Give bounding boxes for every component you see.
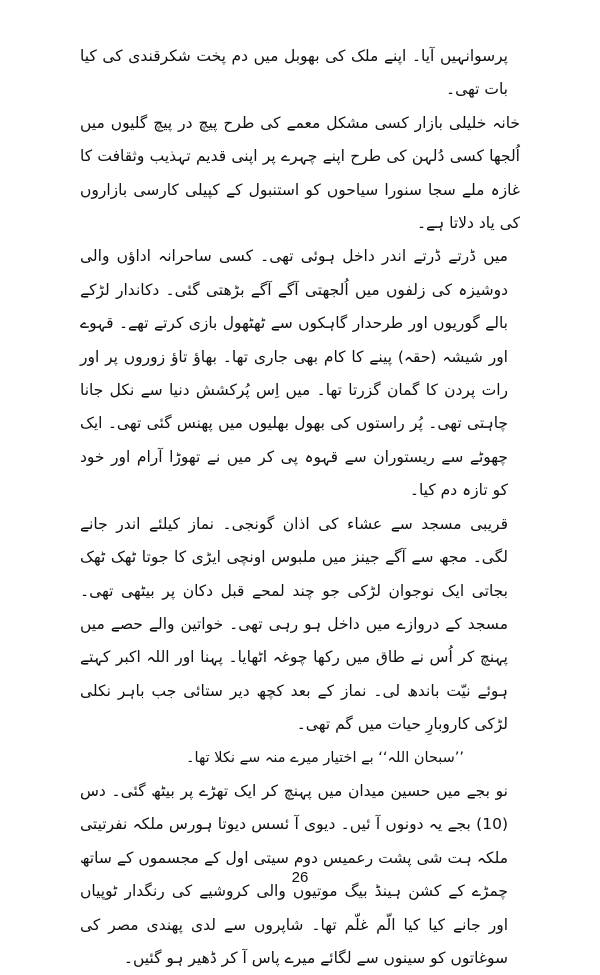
- page-number: 26: [291, 869, 309, 886]
- paragraph-4: قریبی مسجد سے عشاء کی اذان گونجی۔ نماز کیلئے اندر جانے لگی۔ مجھ سے آگے جینز میں ملبوس اونچی ایڑی کا جوتا ٹھک ٹھک بجاتی ایک نوجوان لڑکی جو چند لمحے قبل دکان پر بیٹھی تھی۔ مسجد کے دروازے میں داخل ہو رہی تھی۔ خواتین والے حصے میں پہنچ کر اُس نے طاق میں رکھا چوغہ اٹھایا۔ پہنا اور اللہ اکبر کہتے ہوئے نیّت باندھ لی۔ نماز کے بعد کچھ دیر ستائی جب باہر نکلی لڑکی کاروبارِ حیات میں گم تھی۔: [80, 514, 508, 734]
- paragraph-6: نو بجے میں حسین میدان میں پہنچ کر ایک تھڑے پر بیٹھ گئی۔ دس (10) بجے یہ دونوں آ ئیں۔ دیوی آ ئسس دیوتا ہورس ملکہ نفرتیتی ملکہ ہت شی پشت رعمیس دوم سیتی اول کے مجسموں کے ساتھ چمڑے کے کشن ہینڈ بیگ موتیوں والی کروشیے کی رنگدار ٹوپیاں اور جانے کیا کیا الّم غلّم تھا۔ شاپروں سے لدی پھندی مصر کی سوغاتوں کو سینوں سے لگائے میرے پاس آ کر ڈھیر ہو گئیں۔: [80, 781, 508, 967]
- paragraph-2: خانہ خلیلی بازار کسی مشکل معمے کی طرح پیچ در پیچ گلیوں میں اُلجھا کسی دُلہن کی طرح اپنے چہرے پر اپنی قدیم تہذیب وثقافت کا غازہ ملے سجا سنورا سیاحوں کو استنبول کے کپیلی کارسی بازاروں کی یاد دلاتا ہے۔: [80, 113, 520, 233]
- paragraph-1: پرسوانہیں آیا۔ اپنے ملک کی بھوبل میں دم پخت شکرقندی کی کیا بات تھی۔: [80, 47, 508, 99]
- paragraph-3: میں ڈرتے ڈرتے اندر داخل ہوئی تھی۔ کسی ساحرانہ اداؤں والی دوشیزہ کی زلفوں میں اُلجھتی آگے آگے بڑھتی گئی۔ دکاندار لڑکے بالے گوریوں اور طرحدار گاہکوں سے ٹھٹھول بازی کرتے تھے۔ قہوے اور شیشہ (حقہ) پینے کا کام بھی جاری تھا۔ بھاؤ تاؤ زوروں پر اور رات پردن کا گمان گزرتا تھا۔ میں اِس پُرکشش دنیا سے نکل جانا چاہتی تھی۔ پُر راستوں کی بھول بھلیوں میں پھنس گئی تھی۔ ایک چھوٹے سے ریستوران سے قہوہ پی کر میں نے تھوڑا آرام اور خود کو تازہ دم کیا۔: [80, 247, 508, 500]
- body-text: [80, 40, 520, 975]
- paragraph-5-quote: ’’سبحان اللہ‘‘ بے اختیار میرے منہ سے نکلا تھا۔: [186, 749, 464, 766]
